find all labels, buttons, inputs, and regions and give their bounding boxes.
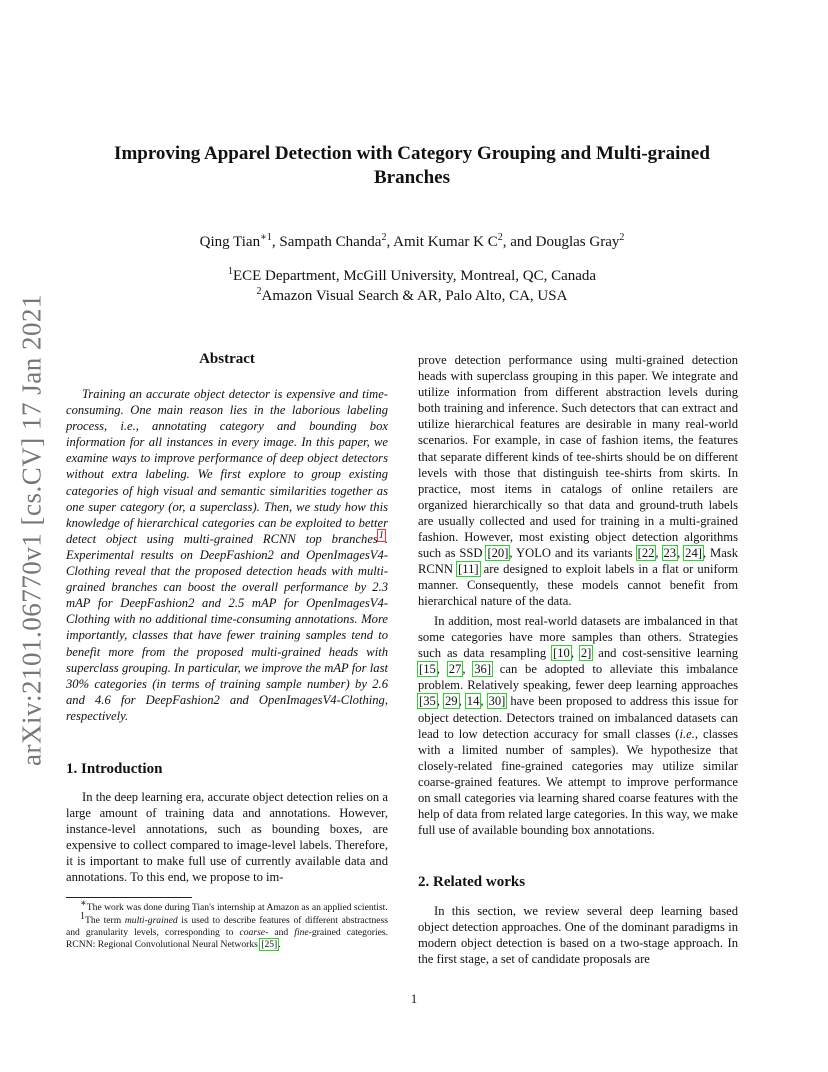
citation-link[interactable]: [20] <box>487 546 509 561</box>
related-works-body: In this section, we review several deep learning based object detection approaches. One of the dominant paradigms in modern object detection is based on a two-stage approach. In the first stage, a set of candidate proposals are <box>418 904 738 967</box>
paper-title: Improving Apparel Detection with Category Grouping and Multi-grained Branches <box>114 143 710 188</box>
author-list: Qing Tian$^{∗1}$, Sampath Chanda$^2$, Amit Kumar K $C^2$, and Douglas Gray$^2$ <box>199 232 625 250</box>
right-column-paragraph-2: In addition, most real-world datasets are imbalanced in that some categories have more samples than others. Strategies such as data resampling [10, 2] and cost-sensitive learning [15, 27, 36] can be adopted to alleviate this imbalance problem. Relatively speaking, fewer deep learning approaches [35, 29, 14, 30] have been proposed to address this issue for object detection. Detectors trained on imbalanced datasets can lead to low detection accuracy for small classes (i.e., classes with a limited number of samples). We hypothesize that closely-related fine-grained categories may utilize similar coarse-grained features. We attempt to improve performance on small categories via learning shared coarse features with the help of data from related large categories. In this way, we make full use of available bounding box annotations. <box>418 614 739 838</box>
affiliation-1: $^1$ECE Department, McGill University, Montreal, QC, Canada <box>227 266 597 284</box>
citation-link[interactable]: [22 <box>637 546 655 561</box>
citation-link[interactable]: 30] <box>488 694 506 709</box>
citation-link[interactable]: [25] <box>261 939 278 950</box>
footnotes <box>66 897 389 952</box>
footnote-ref-1[interactable]: 1 <box>378 529 384 541</box>
footnote-1: ∗The work was done during Tian's internship at Amazon as an applied scientist. <box>80 897 388 913</box>
abstract-heading: Abstract <box>199 351 255 367</box>
right-column-paragraph-1: prove detection performance using multi-grained detection heads with superclass grouping in this paper. We integrate and utilize information from different abstraction levels during both training and inference. Such detectors that can extract and utilize hierarchical features are desirable in many real-world scenarios. For example, in case of fashion items, the features that separate different kinds of tee-shirts should be on different levels with those that distinguish tee-shirts from skirts. In practice, most items in catalogs of online retailers are organized hierarchically so that data and ground-truth labels are usually collected and used for training in a multi-grained fashion. However, most existing object detection algorithms such as SSD [20], YOLO and its variants [22, 23, 24], Mask RCNN [11] are designed to exploit labels in a flat or uniform manner. Consequently, these models cannot benefit from hierarchical nature of the data. <box>418 353 739 609</box>
citation-link[interactable]: 27 <box>448 662 462 677</box>
section-heading-introduction: 1. Introduction <box>66 761 163 777</box>
citation-link[interactable]: [11] <box>458 562 479 577</box>
affiliation-2: $^2$Amazon Visual Search & AR, Palo Alto, CA, USA <box>256 286 568 304</box>
citation-link[interactable]: [10 <box>553 646 570 661</box>
citation-link[interactable]: 2] <box>580 646 592 661</box>
citation-link[interactable]: 24] <box>685 546 702 561</box>
citation-link[interactable]: [35 <box>419 694 436 709</box>
introduction-body: In the deep learning era, accurate object detection relies on a large amount of training data and annotations. However, instance-level annotations, such as bounding boxes, are expensive to collect compared to image-level labels. Therefore, it is important to make full use of currently available data and annotations. To this end, we propose to im- <box>66 790 388 885</box>
citation-link[interactable]: 14 <box>466 694 480 709</box>
citation-link[interactable]: 23 <box>663 546 677 561</box>
arxiv-identifier: arXiv:2101.06770v1 [cs.CV] 17 Jan 2021 <box>16 294 47 766</box>
section-heading-related-works: 2. Related works <box>418 874 526 890</box>
citation-link[interactable]: 29 <box>444 694 458 709</box>
page-number: 1 <box>410 992 418 1006</box>
citation-link[interactable]: [15 <box>419 662 436 677</box>
abstract-body: Training an accurate object detector is expensive and time-consuming. One main reason lies in the laborious labeling process, i.e., annotating category and bounding box information for all instances in every image. In this paper, we examine ways to improve performance of deep object detectors without extra labeling. We first explore to group existing categories of high visual and semantic similarities together as one super category (or, a superclass). Then, we study how this knowledge of hierarchical categories can be exploited to better detect object using multi-grained RCNN top branches$^1$. Experimental results on DeepFashion2 and OpenImagesV4-Clothing reveal that the proposed detection heads with multi-grained branches can boost the overall performance by 2.3 mAP for DeepFashion2 and 2.5 mAP for OpenImagesV4-Clothing with no additional time-consuming annotations. More importantly, classes that have fewer training samples tend to benefit more from the proposed multi-grained heads with superclass grouping. In particular, we improve the mAP for last 30% categories (in terms of training sample number) by 2.6 and 4.6 for DeepFashion2 and OpenImagesV4-Clothing, respectively. <box>66 387 388 723</box>
footnote-2: $^1$The term multi-grained is used to describe features of different abstractness and granularity levels, corresponding to coarse- and fine-grained categories. RCNN: Regional Convolutional Neural Networks [25]. <box>66 910 389 950</box>
citation-link[interactable]: 36] <box>474 662 492 677</box>
